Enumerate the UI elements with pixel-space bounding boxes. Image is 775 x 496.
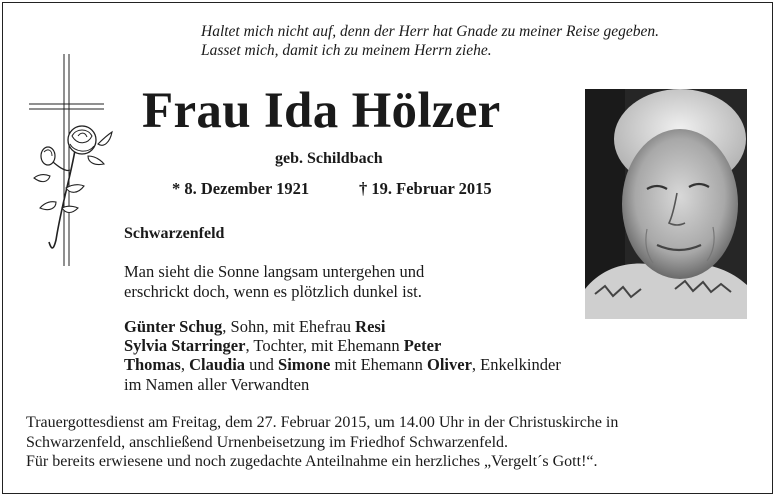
mourners-list	[124, 317, 684, 394]
mourner-son: Günter Schug	[124, 317, 223, 336]
mourner-relation: , Enkelkinder	[471, 355, 561, 375]
mourner-line-1	[124, 317, 684, 336]
bible-motto	[201, 22, 761, 60]
mourner-relation: , Sohn, mit Ehefrau	[222, 317, 356, 336]
mourner-line-3	[124, 355, 684, 374]
death-date: † 19. Februar 2015	[359, 179, 492, 198]
motto-line-2: Lasset mich, damit ich zu meinem Herrn ziehe.	[201, 42, 492, 59]
grandchild-1: Thomas	[124, 355, 181, 375]
verse-line-1: Man sieht die Sonne langsam untergehen und	[124, 262, 425, 281]
separator: ,	[180, 355, 190, 375]
maiden-name: geb. Schildbach	[275, 150, 383, 167]
grandchild-2: Claudia	[189, 355, 246, 375]
poem-verse	[124, 262, 544, 302]
funeral-service-info	[26, 413, 766, 472]
service-line-1: Trauergottesdienst am Freitag, dem 27. Februar 2015, um 14.00 Uhr in der Christuskirche in	[26, 414, 619, 431]
portrait-photo	[585, 89, 747, 319]
residence-place: Schwarzenfeld	[124, 225, 225, 242]
mourner-relation: , Tochter, mit Ehemann	[245, 336, 404, 356]
mourner-relation: mit Ehemann	[330, 355, 428, 375]
mourner-spouse: Resi	[355, 317, 386, 336]
cross-with-rose-icon	[26, 52, 116, 272]
thanks-line: Für bereits erwiesene und noch zugedachte Anteilnahme ein herzliches „Vergelt´s Gott!“.	[26, 453, 598, 470]
grandchild-3: Simone	[278, 355, 331, 375]
motto-line-1: Haltet mich nicht auf, denn der Herr hat Gnade zu meiner Reise gegeben.	[201, 23, 660, 40]
mourner-daughter: Sylvia Starringer	[124, 336, 246, 356]
mourner-spouse: Peter	[403, 336, 442, 356]
mourner-line-4: im Namen aller Verwandten	[124, 374, 310, 394]
service-line-2: Schwarzenfeld, anschließend Urnenbeisetzung im Friedhof Schwarzenfeld.	[26, 433, 509, 451]
mourner-line-2	[124, 336, 684, 355]
birth-date: * 8. Dezember 1921	[172, 179, 310, 198]
deceased-name: Frau Ida Hölzer	[142, 83, 501, 139]
separator: und	[245, 355, 279, 375]
verse-line-2: erschrickt doch, wenn es plötzlich dunkel ist.	[124, 282, 422, 301]
grandchild-spouse: Oliver	[427, 355, 472, 375]
